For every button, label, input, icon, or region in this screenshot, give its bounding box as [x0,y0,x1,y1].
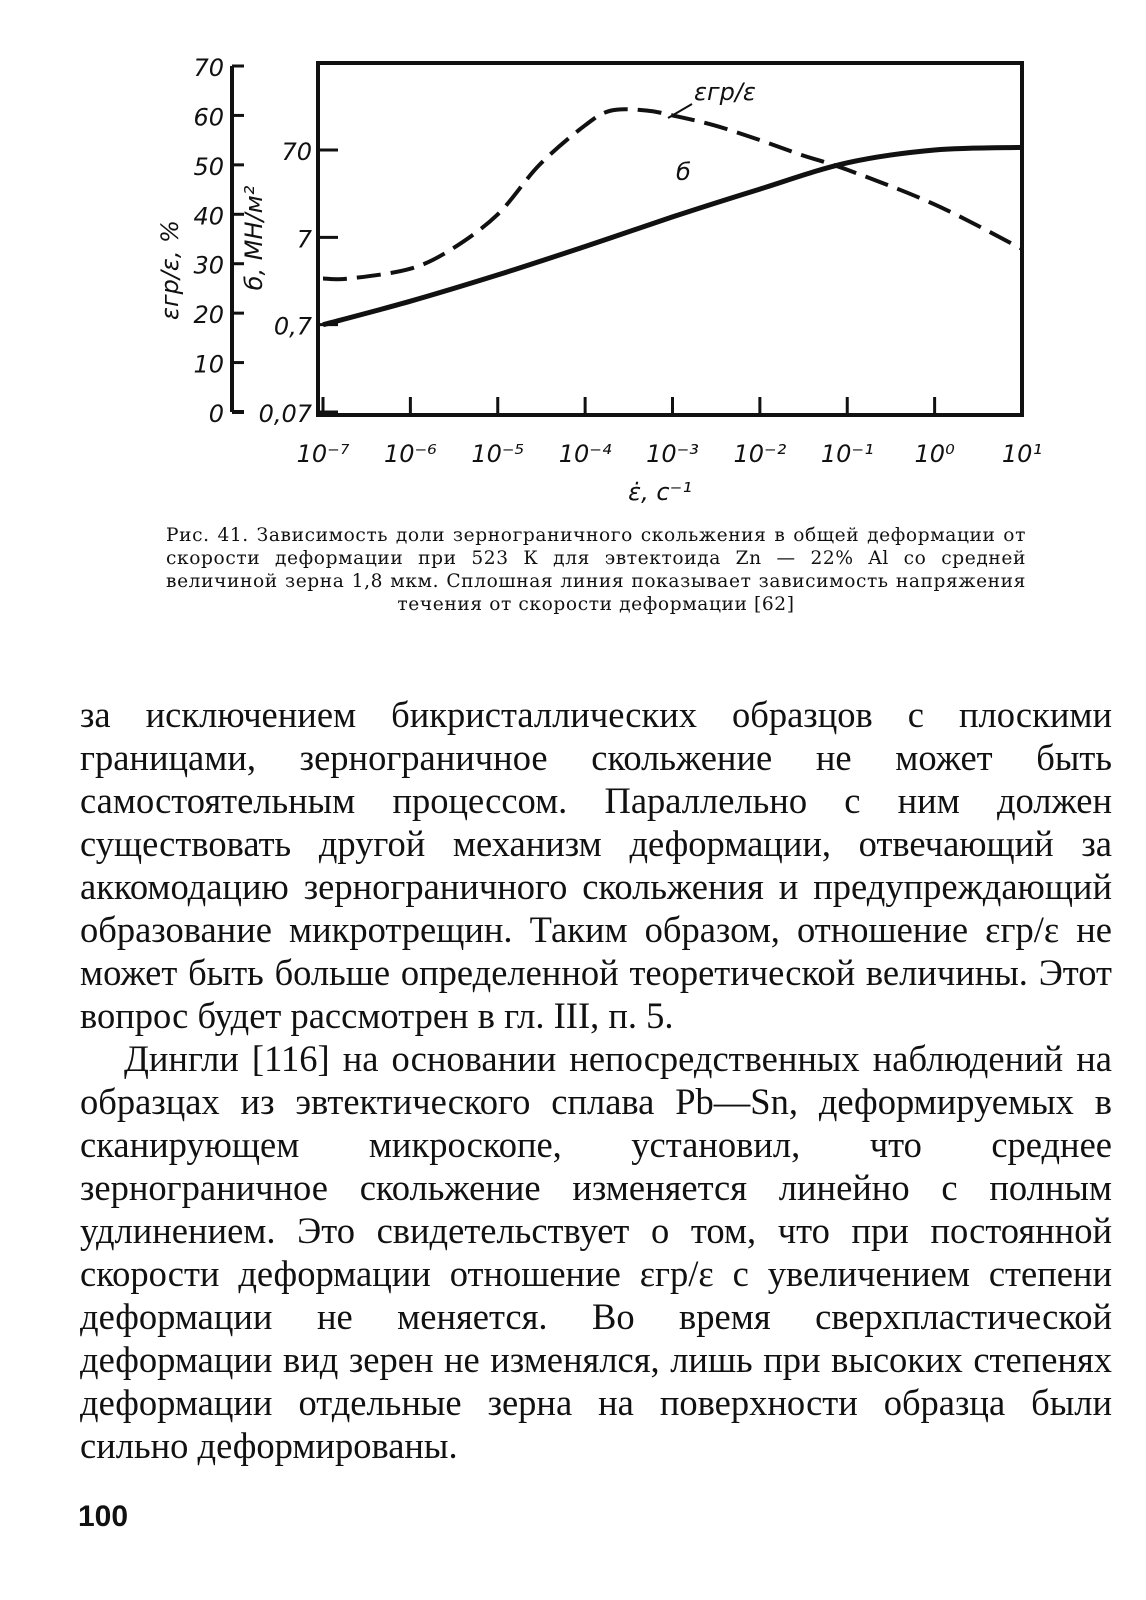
stress-y-axis-label: б, МН/м² [240,185,268,291]
left-y-tick-label: 50 [193,152,224,181]
stress-y-tick-label: 7 [296,225,312,254]
chart [0,0,1146,520]
series-line-grain-boundary-ratio [323,109,1022,279]
x-tick-label: 10⁻⁷ [296,440,350,468]
series-layer [323,109,1022,325]
page-number: 100 [78,1500,129,1533]
left-y-tick-label: 40 [193,202,224,231]
x-axis-label: ε̇, с⁻¹ [628,478,692,506]
left-y-tick-label: 20 [193,301,224,330]
body-text [80,693,1112,1467]
series-line-stress [323,147,1022,324]
paragraph-1: за исключением бикристаллических образцов с плоскими границами, зернограничное скольжение не может быть самостоятельным процессом. Параллельно с ним должен существовать другой механизм деформации, отвечающий за аккомодацию зернограничного скольжения и предупреждающий образование микротрещин. Таким образом, отношение εгр/ε не может быть больше определенной теоретической величины. Этот вопрос будет рассмотрен в гл. III, п. 5. [80,694,1112,1036]
stress-y-tick-label: 0,07 [258,400,312,428]
left-y-tick-label: 10 [193,350,224,379]
stress-y-tick-label: 70 [281,138,312,166]
x-tick-label: 10⁻⁵ [471,440,525,468]
stress-y-tick-label: 0,7 [273,312,312,341]
stress-y-ticks [259,138,338,428]
left-y-axis-label: εгр/ε, % [156,220,184,320]
x-tick-label: 10⁻⁴ [558,440,612,468]
left-y-tick-label: 30 [193,251,224,280]
x-tick-label: 10⁻² [733,440,787,468]
paragraph-2: Дингли [116] на основании непосредственных наблюдений на образцах из эвтектического сплава Pb—Sn, деформируемых в сканирующем микроскопе, установил, что среднее зернограничное скольжение изменяется линейно с полным удлинением. Это свидетельствует о том, что при постоянной скорости деформации отношение εгр/ε с увеличением степени деформации не меняется. Во время сверхпластической деформации вид зерен не изменялся, лишь при высоких степенях деформации отдельные зерна на поверхности образца были сильно деформированы. [80,1038,1112,1466]
left-y-ticks [193,54,244,428]
left-y-tick-label: 0 [208,400,224,428]
label-dashed-series: εгр/ε [694,78,756,106]
x-tick-label: 10⁻³ [646,440,699,468]
label-solid-series: б [676,158,691,186]
left-y-tick-label: 70 [193,54,224,82]
figure-caption: Рис. 41. Зависимость доли зернограничного скольжения в общей деформации от скорости деформации при 523 К для эвтектоида Zn — 22% Al со средней величиной зерна 1,8 мкм. Сплошная линия показывает зависимость напряжения течения от скорости деформации [62] [166,525,1026,615]
x-tick-label: 10⁻⁶ [383,440,437,468]
left-y-tick-label: 60 [193,103,224,132]
x-tick-label: 10¹ [1001,440,1043,468]
x-ticks [297,397,1043,468]
x-tick-label: 10⁰ [914,440,955,468]
x-tick-label: 10⁻¹ [820,440,874,468]
